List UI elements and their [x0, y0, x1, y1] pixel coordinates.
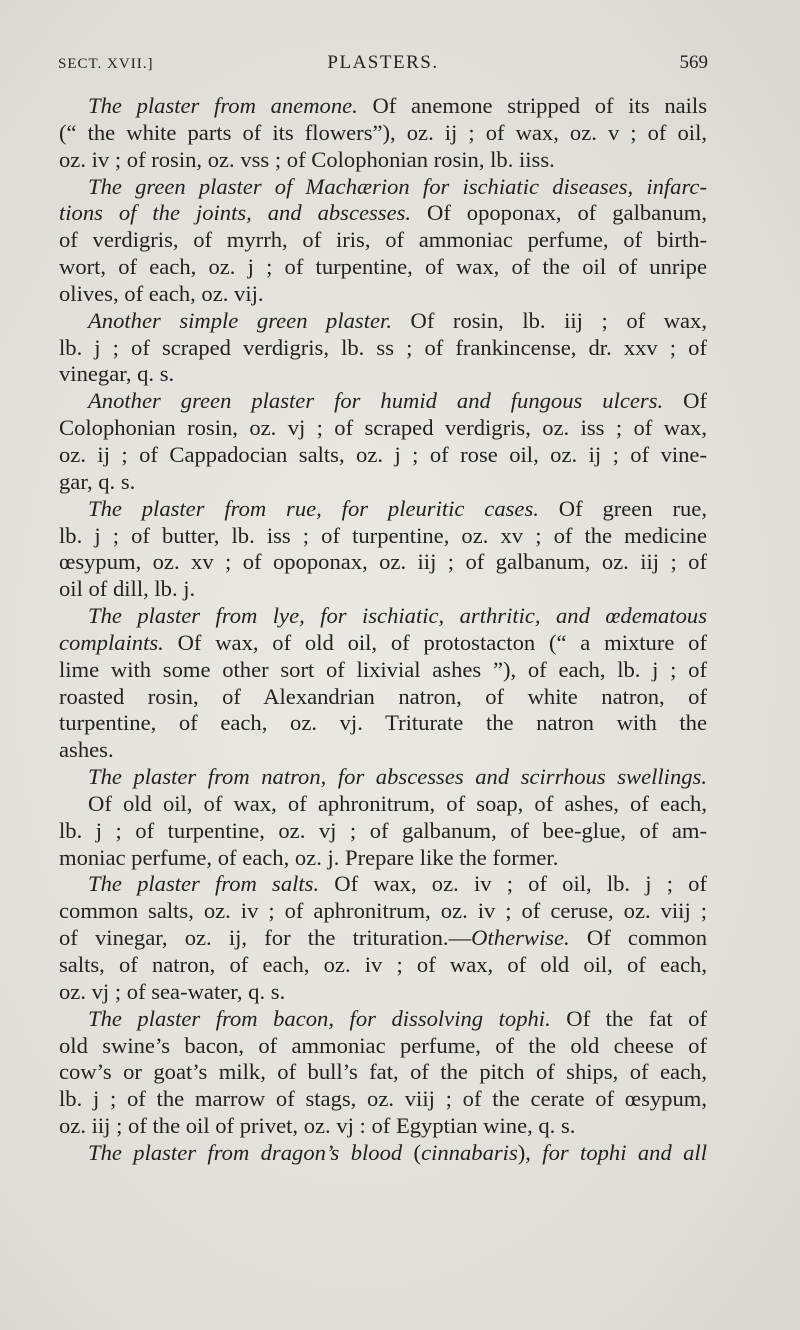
text-segment: gar, q. s.	[59, 468, 136, 494]
text-segment: turpentine, of each, oz. vj. Triturate the natron with the	[59, 710, 707, 736]
text-segment: lb. j ; of scraped verdigris, lb. ss ; of frankincense, dr. xxv ; of	[59, 334, 707, 360]
text-segment: lb. j ; of the marrow of stags, oz. viij ; of the cerate of œsypum,	[59, 1086, 707, 1112]
text-line	[59, 361, 707, 388]
text-line	[59, 308, 707, 335]
text-line	[59, 200, 707, 227]
text-line	[59, 1006, 707, 1033]
text-segment: Of anemone stripped of its nails	[357, 93, 707, 118]
italic-text: The plaster from lye, for ischiatic, arthritic, and œdematous	[88, 603, 707, 629]
page-title: PLASTERS.	[327, 52, 439, 73]
text-line	[59, 603, 707, 630]
italic-text: The plaster from dragon’s blood	[88, 1139, 403, 1165]
text-line	[59, 335, 707, 362]
text-line	[59, 147, 707, 174]
text-segment: oz. ij ; of Cappadocian salts, oz. j ; of rose oil, oz. ij ; of vine-	[59, 441, 707, 467]
text-segment: Of common	[569, 925, 707, 951]
text-segment: Of green rue,	[538, 495, 707, 521]
italic-text: tions of the joints, and abscesses.	[59, 200, 412, 226]
text-line	[59, 710, 707, 737]
text-segment: Of rosin, lb. iij ; of wax,	[391, 307, 707, 333]
text-line	[59, 174, 707, 201]
text-line	[59, 281, 707, 308]
body-text	[59, 93, 707, 1167]
text-line	[59, 576, 707, 603]
page-number: 569	[679, 52, 708, 73]
italic-text: The plaster from anemone.	[88, 93, 358, 118]
italic-text: Another green plaster for humid and fungous ulcers.	[88, 388, 664, 414]
text-segment: œsypum, oz. xv ; of opoponax, oz. iij ; of galbanum, oz. iij ; of	[59, 549, 707, 575]
italic-text: Another simple green plaster.	[88, 307, 392, 333]
text-segment: Of wax, oz. iv ; of oil, lb. j ; of	[319, 871, 707, 897]
text-segment: oil of dill, lb. j.	[59, 576, 196, 602]
text-line	[59, 1113, 707, 1140]
text-segment: vinegar, q. s.	[59, 361, 175, 387]
italic-text: complaints.	[59, 629, 164, 655]
text-segment: oz. iv ; of rosin, oz. vss ; of Colophonian rosin, lb. iiss.	[59, 146, 555, 172]
text-segment: oz. vj ; of sea-water, q. s.	[59, 978, 286, 1004]
text-segment: lime with some other sort of lixivial ashes ”), of each, lb. j ; of	[59, 656, 707, 682]
text-segment: moniac perfume, of each, oz. j. Prepare like the former.	[59, 844, 559, 870]
text-line	[59, 737, 707, 764]
text-line	[59, 764, 707, 791]
text-segment: of verdigris, of myrrh, of iris, of ammoniac perfume, of birth-	[59, 227, 707, 253]
text-line	[59, 952, 707, 979]
text-segment: cow’s or goat’s milk, of bull’s fat, of the pitch of ships, of each,	[59, 1059, 707, 1085]
text-segment: (	[402, 1139, 422, 1165]
italic-text: for tophi and all	[542, 1139, 707, 1165]
text-line	[59, 898, 707, 925]
italic-text: Otherwise.	[471, 925, 570, 951]
text-segment: common salts, oz. iv ; of aphronitrum, oz. iv ; of ceruse, oz. viij ;	[59, 898, 707, 924]
text-line	[59, 979, 707, 1006]
text-line	[59, 120, 707, 147]
text-segment: ),	[517, 1139, 543, 1165]
text-line	[59, 1059, 707, 1086]
text-segment: olives, of each, oz. vij.	[59, 280, 264, 306]
text-segment: oz. iij ; of the oil of privet, oz. vj : of Egyptian wine, q. s.	[59, 1113, 576, 1139]
text-segment: wort, of each, oz. j ; of turpentine, of wax, of the oil of unripe	[59, 254, 707, 280]
text-segment: roasted rosin, of Alexandrian natron, of white natron, of	[59, 683, 707, 709]
text-line	[59, 871, 707, 898]
text-line	[59, 818, 707, 845]
text-segment: Of opoponax, of galbanum,	[411, 200, 707, 226]
text-segment: salts, of natron, of each, oz. iv ; of wax, of old oil, of each,	[59, 952, 707, 977]
italic-text: The plaster from bacon, for dissolving tophi.	[88, 1005, 551, 1031]
text-line	[59, 388, 707, 415]
text-segment: Of old oil, of wax, of aphronitrum, of soap, of ashes, of each,	[88, 790, 707, 816]
text-line	[59, 791, 707, 818]
text-line	[59, 442, 707, 469]
text-segment: Of	[663, 388, 707, 414]
text-segment: Of wax, of old oil, of protostacton (“ a mixture of	[163, 629, 707, 655]
text-segment: ashes.	[59, 737, 114, 763]
text-line	[59, 523, 707, 550]
italic-text: cinnabaris	[421, 1139, 518, 1165]
text-segment: (“ the white parts of its flowers”), oz. ij ; of wax, oz. v ; of oil,	[59, 119, 707, 145]
italic-text: The plaster from rue, for pleuritic cases.	[88, 495, 539, 521]
text-segment: old swine’s bacon, of ammoniac perfume, of the old cheese of	[59, 1032, 707, 1058]
text-segment: of vinegar, oz. ij, for the trituration.—	[59, 925, 472, 951]
italic-text: The plaster from salts.	[88, 871, 320, 897]
text-line	[59, 684, 707, 711]
section-label: SECT. XVII.]	[58, 56, 154, 72]
italic-text: The green plaster of Machærion for ischiatic diseases, infarc-	[88, 173, 707, 199]
text-line	[59, 657, 707, 684]
text-line	[59, 925, 707, 952]
text-line	[59, 630, 707, 657]
text-line	[59, 496, 707, 523]
text-line	[59, 845, 707, 872]
running-header	[58, 50, 708, 76]
text-segment: lb. j ; of butter, lb. iss ; of turpentine, oz. xv ; of the medicine	[59, 522, 707, 548]
text-line	[59, 93, 707, 120]
text-segment: lb. j ; of turpentine, oz. vj ; of galbanum, of bee-glue, of am-	[59, 817, 707, 843]
text-line	[59, 254, 707, 281]
text-line	[59, 549, 707, 576]
text-line	[59, 1033, 707, 1060]
text-line	[59, 1086, 707, 1113]
text-segment: Of the fat of	[550, 1005, 707, 1031]
text-line	[59, 227, 707, 254]
text-line	[59, 415, 707, 442]
text-line	[59, 1140, 707, 1167]
text-line	[59, 469, 707, 496]
italic-text: The plaster from natron, for abscesses and scirrhous swellings.	[88, 764, 707, 790]
text-segment: Colophonian rosin, oz. vj ; of scraped verdigris, oz. iss ; of wax,	[59, 415, 707, 441]
